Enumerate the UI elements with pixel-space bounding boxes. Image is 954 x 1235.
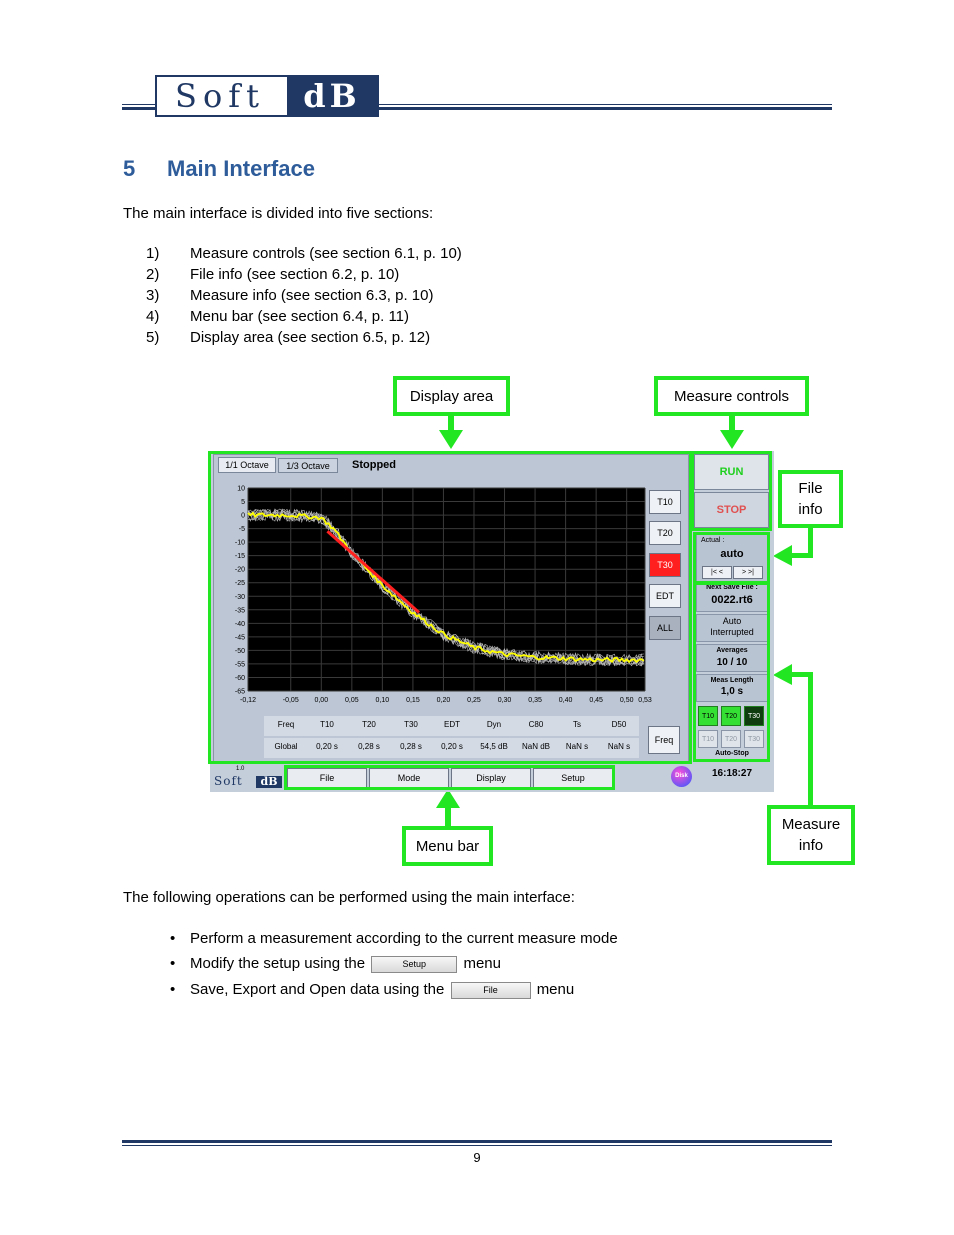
list-item: Display area (see section 6.5, p. 12) <box>190 329 431 346</box>
list-item: Measure info (see section 6.3, p. 10) <box>190 287 434 304</box>
run-button[interactable]: RUN <box>694 454 769 490</box>
y-tick-label: 10 <box>237 485 245 493</box>
y-tick-label: -30 <box>234 593 245 601</box>
operations-intro: The following operations can be performed using the main interface: <box>123 889 575 906</box>
measure-controls-highlight <box>691 451 772 531</box>
bullet-dot: • <box>170 955 176 972</box>
file-info-highlight <box>693 532 770 584</box>
meas-length-value: 1,0 s <box>720 686 744 697</box>
previous-file-button[interactable]: |< < <box>702 566 732 579</box>
list-number: 3) <box>146 287 160 304</box>
list-item: File info (see section 6.2, p. 10) <box>190 266 400 283</box>
footer-rule-thick <box>122 1140 832 1143</box>
table-header: T10 <box>320 720 334 729</box>
callout-menu-bar: Menu bar <box>402 826 493 866</box>
section-title: Main Interface <box>167 156 315 181</box>
y-tick-label: -10 <box>234 539 245 547</box>
callout-measure-info-line1: Measure <box>781 816 841 833</box>
app-logo-db: dB <box>256 776 282 788</box>
t30-button[interactable]: T30 <box>649 553 681 577</box>
setup-inline-button: Setup <box>371 956 457 973</box>
menu-bar-highlight <box>284 765 615 790</box>
list-item: Menu bar (see section 6.4, p. 11) <box>190 308 410 325</box>
next-save-label: Next Save File : <box>706 584 758 591</box>
bullet-text <box>190 981 574 999</box>
app-logo-soft: Soft <box>214 774 243 788</box>
mode-line1: Auto <box>722 616 742 626</box>
tab-third-octave[interactable]: 1/3 Octave <box>278 458 338 473</box>
file-inline-button: File <box>451 982 531 999</box>
status-label: Stopped <box>352 459 396 471</box>
table-header: T30 <box>404 720 418 729</box>
x-tick-label: 0,40 <box>558 697 573 704</box>
y-tick-label: -15 <box>234 553 245 561</box>
y-tick-label: -60 <box>234 674 245 682</box>
x-tick-label: 0,30 <box>497 697 512 704</box>
y-tick-label: -5 <box>238 526 245 534</box>
table-header: Freq <box>277 720 295 729</box>
table-cell: 0,28 s <box>358 742 380 751</box>
bullet-text-after: menu <box>463 955 501 972</box>
x-tick-label: 0,00 <box>314 697 329 704</box>
autostop-t20-secondary[interactable]: T20 <box>721 730 741 748</box>
x-tick-label: 0,35 <box>528 697 542 704</box>
bullet-text: Perform a measurement according to the current measure mode <box>190 930 618 947</box>
t20-button[interactable]: T20 <box>649 521 681 545</box>
freq-button[interactable]: Freq <box>648 726 680 754</box>
callout-measure-controls: Measure controls <box>654 376 809 416</box>
list-number: 4) <box>146 308 160 325</box>
autostop-t20-toggle[interactable]: T20 <box>721 706 741 726</box>
autostop-t30-toggle[interactable]: T30 <box>744 706 764 726</box>
actual-label: Actual : <box>701 537 725 544</box>
menu-display-button[interactable]: Display <box>451 768 531 788</box>
y-tick-label: -55 <box>234 661 245 669</box>
x-tick-label: 0,45 <box>589 697 603 704</box>
page-number: 9 <box>473 1150 481 1165</box>
table-cell: NaN s <box>565 742 589 751</box>
table-cell: NaN s <box>607 742 631 751</box>
tab-octave[interactable]: 1/1 Octave <box>218 457 276 473</box>
table-cell: 0,20 s <box>441 742 463 751</box>
all-button[interactable]: ALL <box>649 616 681 640</box>
version-label: 1.0 <box>236 766 245 772</box>
x-tick-label: 0,50 <box>619 697 634 704</box>
clock-label: 16:18:27 <box>711 768 753 779</box>
x-tick-label: 0,10 <box>375 697 390 704</box>
next-save-value: 0022.rt6 <box>711 594 753 606</box>
table-cell: 0,28 s <box>400 742 422 751</box>
bullet-dot: • <box>170 930 176 947</box>
list-number: 2) <box>146 266 160 283</box>
measure-info-highlight <box>693 582 770 762</box>
next-file-button[interactable]: > >| <box>733 566 763 579</box>
display-area-highlight <box>208 451 692 764</box>
table-cell: 0,20 s <box>316 742 338 751</box>
x-tick-label: 0,53 <box>638 697 652 704</box>
y-tick-label: -40 <box>234 620 245 628</box>
actual-value: auto <box>720 548 744 560</box>
autostop-t10-secondary[interactable]: T10 <box>698 730 718 748</box>
bullet-text-after: menu <box>536 981 575 998</box>
edt-button[interactable]: EDT <box>649 584 681 608</box>
averages-value: 10 / 10 <box>716 657 748 668</box>
callout-measure-info-line2: info <box>798 837 824 854</box>
bullet-text-before: Modify the setup using the <box>190 955 366 972</box>
table-header: EDT <box>444 720 460 729</box>
table-header: Dyn <box>486 720 502 729</box>
t10-button[interactable]: T10 <box>649 490 681 514</box>
menu-file-button[interactable]: File <box>287 768 367 788</box>
table-cell: Global <box>274 742 298 751</box>
menu-mode-button[interactable]: Mode <box>369 768 449 788</box>
y-tick-label: -45 <box>234 634 245 642</box>
autostop-t30-secondary[interactable]: T30 <box>744 730 764 748</box>
x-tick-label: 0,15 <box>406 697 420 704</box>
list-number: 5) <box>146 329 160 346</box>
y-tick-label: -50 <box>234 647 245 655</box>
averages-label: Averages <box>716 647 748 654</box>
autostop-label: Auto-Stop <box>715 750 749 757</box>
intro-text: The main interface is divided into five sections: <box>123 205 434 222</box>
menu-setup-button[interactable]: Setup <box>533 768 613 788</box>
y-tick-label: 0 <box>241 512 245 520</box>
disk-icon[interactable]: Disk <box>671 766 692 787</box>
mode-line2: Interrupted <box>710 627 754 637</box>
x-tick-label: 0,25 <box>467 697 481 704</box>
y-tick-label: -20 <box>234 566 245 574</box>
bullet-text-before: Save, Export and Open data using the <box>190 981 445 998</box>
list-item: Measure controls (see section 6.1, p. 10) <box>190 245 462 262</box>
logo-db-text: dB <box>287 77 377 115</box>
list-number: 1) <box>146 245 160 262</box>
footer-rule-thin <box>122 1145 832 1146</box>
bullet-text <box>190 955 501 973</box>
table-header: Ts <box>573 720 581 729</box>
x-tick-label: 0,20 <box>436 697 451 704</box>
x-tick-label: -0,12 <box>240 697 256 704</box>
table-cell: NaN dB <box>521 742 550 751</box>
callout-file-info-line1: File <box>798 480 823 497</box>
table-header: D50 <box>611 720 627 729</box>
x-tick-label: -0,05 <box>282 697 299 704</box>
callout-display-area: Display area <box>393 376 510 416</box>
y-tick-label: -35 <box>234 607 245 615</box>
meas-length-label: Meas Length <box>710 677 754 684</box>
y-tick-label: -65 <box>234 688 245 696</box>
section-number: 5 <box>123 156 136 181</box>
stop-button[interactable]: STOP <box>694 492 769 528</box>
logo-soft-text: Soft <box>175 77 265 115</box>
x-tick-label: 0,05 <box>345 697 359 704</box>
autostop-t10-toggle[interactable]: T10 <box>698 706 718 726</box>
callout-file-info-line2: info <box>798 501 823 518</box>
y-tick-label: -25 <box>234 580 245 588</box>
table-header: C80 <box>528 720 544 729</box>
table-header: T20 <box>362 720 376 729</box>
y-tick-label: 5 <box>241 499 245 507</box>
bullet-dot: • <box>170 981 176 998</box>
table-cell: 54,5 dB <box>480 742 508 751</box>
